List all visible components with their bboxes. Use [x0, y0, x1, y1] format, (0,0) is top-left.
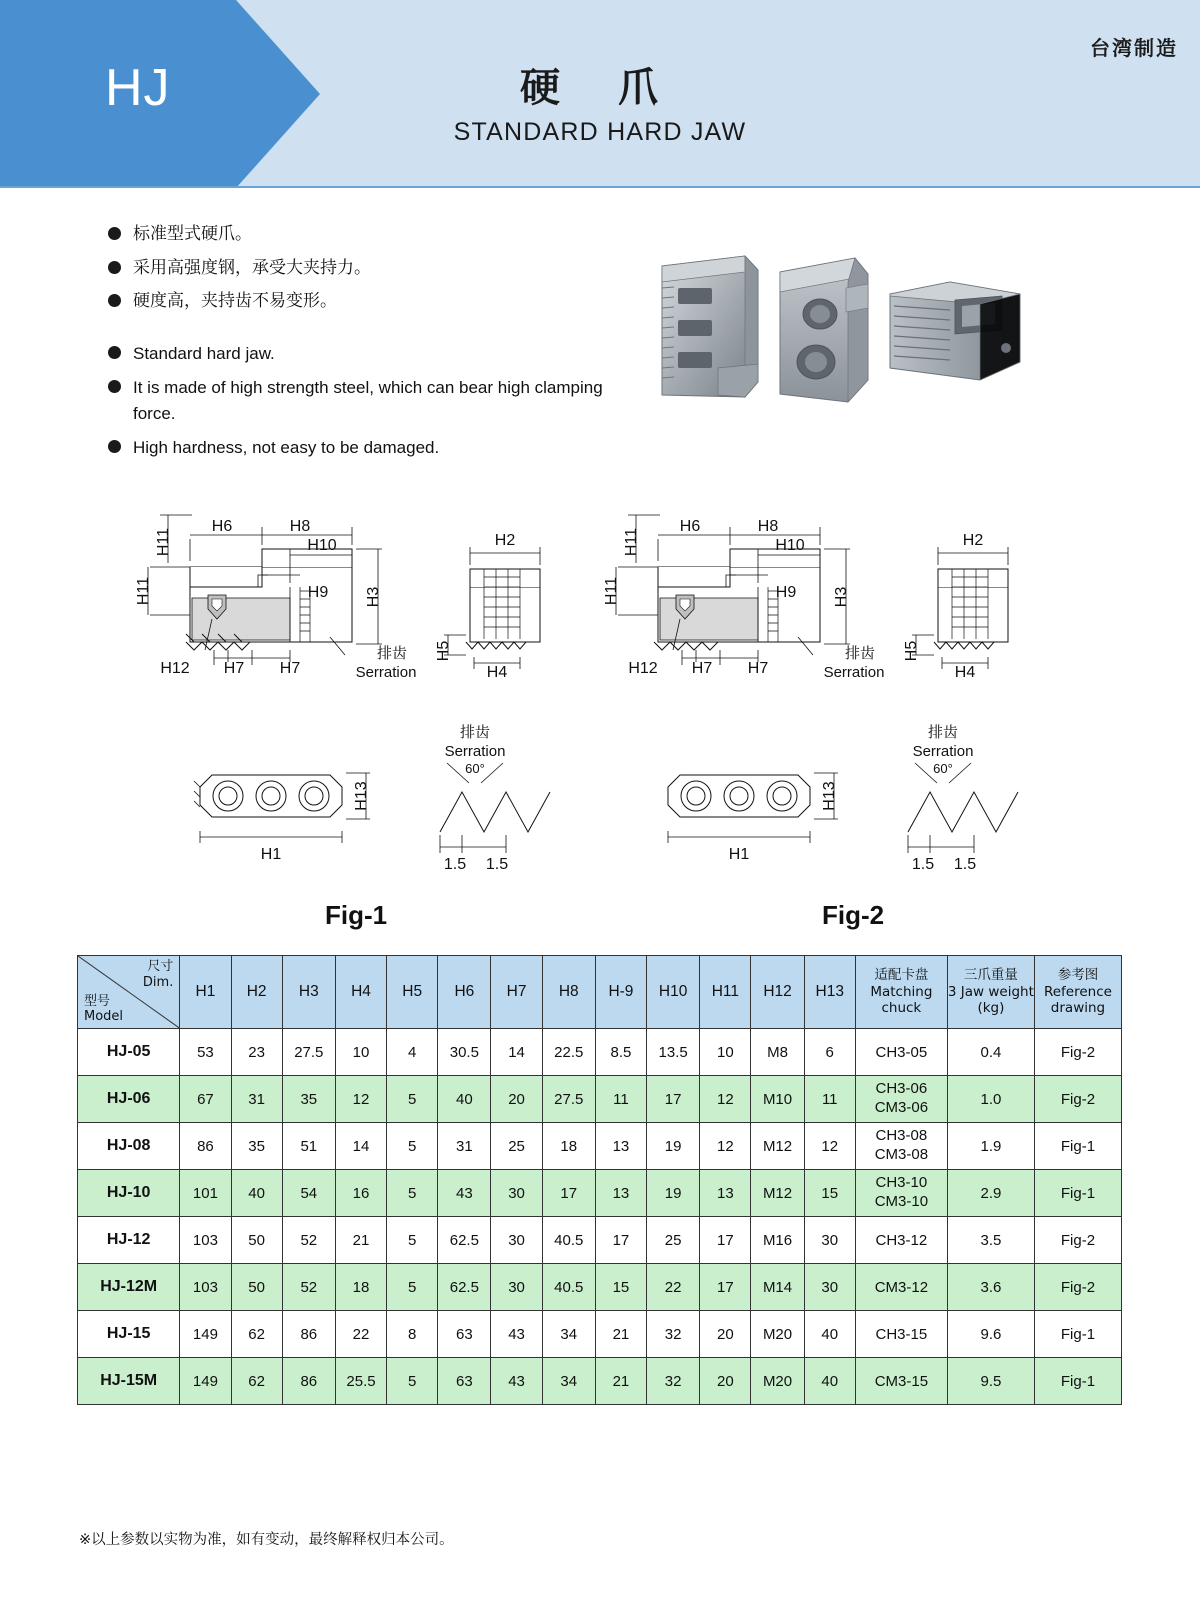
col-header-h1: H1: [180, 956, 231, 1029]
cell-matching-chuck: CH3-12: [855, 1217, 947, 1264]
bullet-icon: [108, 380, 121, 393]
feature-text-cn: 硬度高，夹持齿不易变形。: [133, 291, 337, 312]
col-header-h6: H6: [438, 956, 491, 1029]
table-row: [78, 1264, 1122, 1311]
cell-h7: 14: [491, 1029, 542, 1076]
col-header-h12: H12: [751, 956, 804, 1029]
cell-h10: 13.5: [647, 1029, 700, 1076]
cell-h4: 16: [335, 1170, 386, 1217]
jaw-weight-cn: 三爪重量: [963, 966, 1018, 983]
cell-h9: 21: [595, 1311, 646, 1358]
svg-text:H6: H6: [211, 518, 233, 535]
cell-h10: 25: [647, 1217, 700, 1264]
cell-model: HJ-06: [78, 1076, 180, 1123]
svg-text:1.5: 1.5: [485, 856, 509, 873]
cell-h9: 21: [595, 1358, 646, 1405]
feature-item: [108, 256, 628, 281]
header-underline: [0, 186, 1200, 188]
cell-h5: 5: [387, 1264, 438, 1311]
matching-chuck-cn: 适配卡盘: [874, 966, 929, 983]
cell-h2: 23: [231, 1029, 282, 1076]
cell-h9: 11: [595, 1076, 646, 1123]
feature-item: [108, 375, 628, 426]
table-row: [78, 1170, 1122, 1217]
cell-matching-chuck: CH3-15: [855, 1311, 947, 1358]
svg-text:H10: H10: [307, 537, 337, 554]
svg-text:H5: H5: [435, 640, 452, 662]
product-code: HJ: [105, 59, 171, 117]
cell-h13: 6: [804, 1029, 855, 1076]
col-header-h11: H11: [700, 956, 751, 1029]
cell-h9: 13: [595, 1123, 646, 1170]
cell-h13: 30: [804, 1217, 855, 1264]
svg-text:排齿: 排齿: [927, 723, 959, 741]
svg-text:H7: H7: [279, 660, 301, 677]
svg-text:H1: H1: [728, 846, 750, 863]
cell-h3: 51: [282, 1123, 335, 1170]
svg-text:Serration: Serration: [912, 743, 974, 760]
cell-h11: 20: [700, 1311, 751, 1358]
cell-jaw-weight: 1.9: [947, 1123, 1034, 1170]
cell-h3: 54: [282, 1170, 335, 1217]
cell-model: HJ-05: [78, 1029, 180, 1076]
reference-drawing-cn: 参考图: [1057, 966, 1099, 983]
svg-text:H9: H9: [307, 584, 329, 601]
cell-h10: 32: [647, 1311, 700, 1358]
feature-spacer: [108, 323, 628, 341]
col-header-h2: H2: [231, 956, 282, 1029]
cell-h1: 101: [180, 1170, 231, 1217]
cell-h11: 12: [700, 1076, 751, 1123]
svg-text:H4: H4: [954, 664, 976, 681]
cell-h7: 30: [491, 1217, 542, 1264]
jaw-photo-right: [890, 282, 1020, 380]
cell-h13: 15: [804, 1170, 855, 1217]
cell-h2: 62: [231, 1311, 282, 1358]
cell-h13: 12: [804, 1123, 855, 1170]
svg-text:H8: H8: [289, 518, 311, 535]
feature-text-en: High hardness, not easy to be damaged.: [133, 438, 440, 458]
svg-text:1.5: 1.5: [953, 856, 977, 873]
cell-h13: 11: [804, 1076, 855, 1123]
cell-h9: 15: [595, 1264, 646, 1311]
feature-text-cn: 标准型式硬爪。: [133, 224, 252, 244]
cell-h5: 5: [387, 1170, 438, 1217]
cell-h6: 62.5: [438, 1264, 491, 1311]
cell-matching-chuck: CH3-10 CM3-10: [855, 1170, 947, 1217]
cell-h6: 63: [438, 1311, 491, 1358]
cell-h9: 13: [595, 1170, 646, 1217]
svg-text:H11: H11: [603, 576, 620, 606]
cell-model: HJ-10: [78, 1170, 180, 1217]
col-header-h7: H7: [491, 956, 542, 1029]
figure-1-label: Fig-1: [325, 900, 388, 930]
cell-h6: 63: [438, 1358, 491, 1405]
cell-h8: 18: [542, 1123, 595, 1170]
svg-text:H8: H8: [757, 518, 779, 535]
svg-text:H3: H3: [833, 586, 850, 608]
svg-text:H7: H7: [747, 660, 769, 677]
cell-reference-drawing: Fig-1: [1034, 1123, 1121, 1170]
cell-reference-drawing: Fig-2: [1034, 1217, 1121, 1264]
cell-reference-drawing: Fig-1: [1034, 1311, 1121, 1358]
cell-h11: 10: [700, 1029, 751, 1076]
page-title-cn: 硬 爪: [520, 65, 680, 111]
cell-h4: 12: [335, 1076, 386, 1123]
cell-h10: 19: [647, 1123, 700, 1170]
cell-jaw-weight: 1.0: [947, 1076, 1034, 1123]
svg-text:Serration: Serration: [823, 664, 885, 681]
cell-model: HJ-12M: [78, 1264, 180, 1311]
svg-text:排齿: 排齿: [376, 644, 408, 662]
cell-jaw-weight: 3.6: [947, 1264, 1034, 1311]
svg-text:H11: H11: [155, 527, 172, 557]
cell-h11: 20: [700, 1358, 751, 1405]
figure-2-label: Fig-2: [822, 900, 885, 930]
cell-h2: 40: [231, 1170, 282, 1217]
cell-h12: M14: [751, 1264, 804, 1311]
cell-h10: 17: [647, 1076, 700, 1123]
col-header-h8: H8: [542, 956, 595, 1029]
cell-h5: 4: [387, 1029, 438, 1076]
table-row: [78, 1217, 1122, 1264]
feature-text-en: It is made of high strength steel, which can bear high clamping force.: [133, 378, 603, 423]
cell-h11: 13: [700, 1170, 751, 1217]
cell-h7: 25: [491, 1123, 542, 1170]
svg-text:排齿: 排齿: [844, 644, 876, 662]
cell-reference-drawing: Fig-1: [1034, 1358, 1121, 1405]
col-header-h9: H-9: [595, 956, 646, 1029]
svg-text:1.5: 1.5: [443, 856, 467, 873]
table-row: [78, 1123, 1122, 1170]
col-header-matching-chuck: [855, 956, 947, 1029]
svg-text:H2: H2: [494, 532, 516, 549]
bullet-icon: [108, 346, 121, 359]
cell-h2: 50: [231, 1264, 282, 1311]
col-header-h5: H5: [387, 956, 438, 1029]
svg-text:H1: H1: [260, 846, 282, 863]
feature-item: [108, 222, 628, 247]
cell-h5: 5: [387, 1217, 438, 1264]
cell-h13: 30: [804, 1264, 855, 1311]
cell-matching-chuck: CH3-06 CM3-06: [855, 1076, 947, 1123]
cell-h10: 32: [647, 1358, 700, 1405]
cell-h12: M16: [751, 1217, 804, 1264]
feature-item: [108, 435, 628, 461]
svg-text:H4: H4: [486, 664, 508, 681]
svg-text:H5: H5: [903, 640, 920, 662]
svg-text:H11: H11: [135, 576, 152, 606]
cell-h4: 25.5: [335, 1358, 386, 1405]
cell-h7: 20: [491, 1076, 542, 1123]
svg-text:H6: H6: [679, 518, 701, 535]
page-title-en: STANDARD HARD JAW: [453, 118, 747, 146]
col-header-h3: H3: [282, 956, 335, 1029]
corner-dim-en: Dim.: [142, 974, 174, 990]
cell-matching-chuck: CH3-08 CM3-08: [855, 1123, 947, 1170]
jaw-weight-en: 3 Jaw weight (kg): [947, 983, 1034, 1017]
cell-h6: 62.5: [438, 1217, 491, 1264]
table-footnote: ※以上参数以实物为准，如有变动，最终解释权归本公司。: [79, 1532, 454, 1548]
cell-h12: M12: [751, 1170, 804, 1217]
feature-list: [108, 222, 628, 470]
svg-text:60°: 60°: [933, 761, 953, 776]
jaw-photo-left: [662, 256, 758, 397]
spec-table: [77, 955, 1122, 1405]
svg-text:H12: H12: [628, 660, 658, 677]
cell-model: HJ-12: [78, 1217, 180, 1264]
cell-model: HJ-15M: [78, 1358, 180, 1405]
cell-jaw-weight: 9.5: [947, 1358, 1034, 1405]
cell-h9: 17: [595, 1217, 646, 1264]
cell-matching-chuck: CH3-05: [855, 1029, 947, 1076]
cell-jaw-weight: 0.4: [947, 1029, 1034, 1076]
table-header-row: [78, 956, 1122, 1029]
feature-text-cn: 采用高强度钢，承受大夹持力。: [133, 257, 371, 278]
origin-label: 台湾制造: [1090, 36, 1178, 60]
cell-h10: 22: [647, 1264, 700, 1311]
svg-text:H12: H12: [160, 660, 190, 677]
table-body: [78, 1029, 1122, 1405]
cell-h12: M8: [751, 1029, 804, 1076]
cell-h3: 86: [282, 1311, 335, 1358]
cell-h11: 17: [700, 1217, 751, 1264]
svg-text:H13: H13: [353, 781, 370, 811]
table-row: [78, 1076, 1122, 1123]
cell-h4: 18: [335, 1264, 386, 1311]
cell-h2: 62: [231, 1358, 282, 1405]
cell-h6: 31: [438, 1123, 491, 1170]
feature-item: [108, 289, 628, 314]
cell-h12: M10: [751, 1076, 804, 1123]
svg-text:H7: H7: [691, 660, 713, 677]
svg-text:H10: H10: [775, 537, 805, 554]
cell-h11: 17: [700, 1264, 751, 1311]
cell-h3: 52: [282, 1264, 335, 1311]
svg-text:Serration: Serration: [444, 743, 506, 760]
cell-reference-drawing: Fig-2: [1034, 1264, 1121, 1311]
bullet-icon: [108, 294, 121, 307]
cell-h1: 103: [180, 1264, 231, 1311]
cell-reference-drawing: Fig-2: [1034, 1076, 1121, 1123]
cell-h3: 35: [282, 1076, 335, 1123]
svg-text:H2: H2: [962, 532, 984, 549]
cell-h1: 53: [180, 1029, 231, 1076]
table-row: [78, 1358, 1122, 1405]
cell-matching-chuck: CM3-15: [855, 1358, 947, 1405]
cell-h8: 22.5: [542, 1029, 595, 1076]
svg-text:排齿: 排齿: [459, 723, 491, 741]
bullet-icon: [108, 227, 121, 240]
cell-h2: 50: [231, 1217, 282, 1264]
cell-h1: 149: [180, 1358, 231, 1405]
cell-h5: 5: [387, 1358, 438, 1405]
cell-h13: 40: [804, 1311, 855, 1358]
cell-matching-chuck: CM3-12: [855, 1264, 947, 1311]
cell-h5: 5: [387, 1076, 438, 1123]
cell-h6: 30.5: [438, 1029, 491, 1076]
corner-model-cn: 型号: [84, 993, 111, 1009]
cell-h8: 34: [542, 1358, 595, 1405]
cell-reference-drawing: Fig-1: [1034, 1170, 1121, 1217]
cell-h13: 40: [804, 1358, 855, 1405]
table-corner-cell: [78, 956, 180, 1029]
cell-jaw-weight: 3.5: [947, 1217, 1034, 1264]
svg-text:60°: 60°: [465, 761, 485, 776]
cell-h12: M20: [751, 1358, 804, 1405]
feature-text-en: Standard hard jaw.: [133, 343, 275, 363]
cell-reference-drawing: Fig-2: [1034, 1029, 1121, 1076]
cell-h8: 34: [542, 1311, 595, 1358]
cell-h9: 8.5: [595, 1029, 646, 1076]
reference-drawing-en: Reference drawing: [1043, 983, 1112, 1017]
cell-h4: 22: [335, 1311, 386, 1358]
svg-text:1.5: 1.5: [911, 856, 935, 873]
svg-text:H9: H9: [775, 584, 797, 601]
jaw-photo-middle: [780, 258, 868, 402]
cell-h4: 10: [335, 1029, 386, 1076]
cell-h12: M12: [751, 1123, 804, 1170]
corner-model-en: Model: [84, 1009, 124, 1025]
product-photo: [650, 252, 1035, 412]
page-header: [0, 0, 1200, 188]
cell-h10: 19: [647, 1170, 700, 1217]
cell-h8: 27.5: [542, 1076, 595, 1123]
table-row: [78, 1029, 1122, 1076]
col-header-h13: H13: [804, 956, 855, 1029]
svg-text:H7: H7: [223, 660, 245, 677]
cell-h1: 149: [180, 1311, 231, 1358]
cell-h7: 30: [491, 1170, 542, 1217]
col-header-h4: H4: [335, 956, 386, 1029]
cell-h3: 52: [282, 1217, 335, 1264]
cell-h8: 17: [542, 1170, 595, 1217]
bullet-icon: [108, 261, 121, 274]
fig1-front-view: [135, 515, 550, 873]
cell-h2: 31: [231, 1076, 282, 1123]
cell-h5: 5: [387, 1123, 438, 1170]
technical-drawings: [0, 487, 1200, 942]
cell-h3: 86: [282, 1358, 335, 1405]
bullet-icon: [108, 440, 121, 453]
cell-jaw-weight: 9.6: [947, 1311, 1034, 1358]
cell-model: HJ-15: [78, 1311, 180, 1358]
cell-h7: 30: [491, 1264, 542, 1311]
svg-text:H11: H11: [623, 527, 640, 557]
cell-h8: 40.5: [542, 1264, 595, 1311]
cell-h7: 43: [491, 1311, 542, 1358]
col-header-h10: H10: [647, 956, 700, 1029]
col-header-jaw-weight: [947, 956, 1034, 1029]
svg-text:H3: H3: [365, 586, 382, 608]
matching-chuck-en: Matching chuck: [870, 983, 933, 1017]
cell-h4: 21: [335, 1217, 386, 1264]
cell-jaw-weight: 2.9: [947, 1170, 1034, 1217]
cell-model: HJ-08: [78, 1123, 180, 1170]
cell-h2: 35: [231, 1123, 282, 1170]
svg-text:H13: H13: [821, 781, 838, 811]
cell-h12: M20: [751, 1311, 804, 1358]
fig2-front-view: [603, 515, 1018, 873]
cell-h7: 43: [491, 1358, 542, 1405]
svg-text:Serration: Serration: [355, 664, 417, 681]
col-header-reference-drawing: [1034, 956, 1121, 1029]
cell-h1: 67: [180, 1076, 231, 1123]
cell-h8: 40.5: [542, 1217, 595, 1264]
cell-h6: 40: [438, 1076, 491, 1123]
cell-h4: 14: [335, 1123, 386, 1170]
spec-table-container: [77, 955, 1122, 1405]
cell-h1: 86: [180, 1123, 231, 1170]
cell-h3: 27.5: [282, 1029, 335, 1076]
cell-h6: 43: [438, 1170, 491, 1217]
corner-dim-cn: 尺寸: [147, 959, 174, 974]
cell-h11: 12: [700, 1123, 751, 1170]
feature-item: [108, 341, 628, 367]
table-row: [78, 1311, 1122, 1358]
cell-h1: 103: [180, 1217, 231, 1264]
cell-h5: 8: [387, 1311, 438, 1358]
